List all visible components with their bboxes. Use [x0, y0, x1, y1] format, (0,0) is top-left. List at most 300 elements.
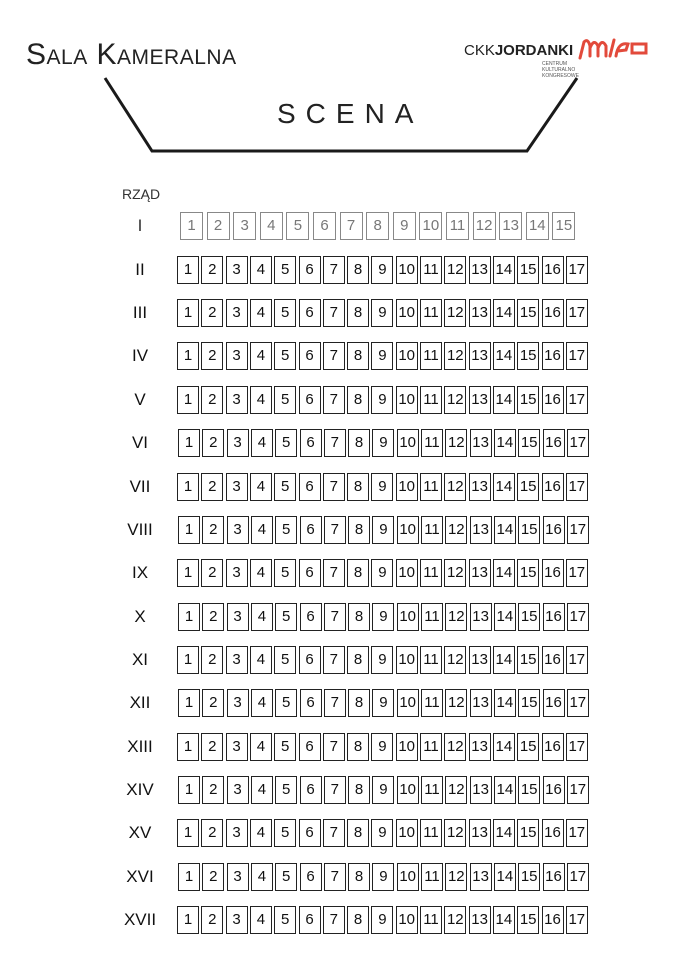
seat[interactable]: 11	[420, 299, 442, 327]
seat[interactable]: 2	[202, 603, 224, 631]
seat[interactable]: 11	[421, 516, 443, 544]
seat[interactable]: 12	[444, 386, 466, 414]
seat[interactable]: 14	[494, 776, 516, 804]
seat[interactable]: 14	[493, 473, 515, 501]
seat[interactable]: 14	[493, 342, 515, 370]
seat[interactable]: 1	[178, 689, 200, 717]
seat[interactable]: 14	[493, 733, 515, 761]
seat[interactable]: 16	[543, 516, 565, 544]
seat[interactable]: 9	[371, 559, 393, 587]
seat[interactable]: 17	[567, 516, 589, 544]
seat[interactable]: 16	[542, 646, 564, 674]
seat[interactable]: 15	[517, 473, 539, 501]
seat[interactable]: 1	[177, 256, 199, 284]
seat[interactable]: 9	[372, 516, 394, 544]
seat[interactable]: 13	[470, 516, 492, 544]
seat[interactable]: 2	[201, 733, 223, 761]
logo-name: JORDANKI	[494, 42, 574, 59]
seat[interactable]: 11	[420, 906, 442, 934]
seat[interactable]: 15	[517, 646, 539, 674]
seat[interactable]: 8	[347, 733, 369, 761]
seat[interactable]: 5	[274, 299, 296, 327]
seat[interactable]: 13	[469, 473, 491, 501]
seat[interactable]: 15	[518, 776, 540, 804]
seat[interactable]: 1	[177, 386, 199, 414]
seat[interactable]: 6	[300, 689, 322, 717]
seat[interactable]: 2	[201, 342, 223, 370]
row-label: XIV	[126, 780, 154, 799]
seat[interactable]: 7	[324, 429, 346, 457]
logo-subtitle-line: CENTRUM	[542, 61, 567, 67]
seat[interactable]: 12	[445, 689, 467, 717]
seat[interactable]: 5	[275, 603, 297, 631]
seat[interactable]: 12	[445, 603, 467, 631]
seat[interactable]: 3	[227, 863, 249, 891]
seat[interactable]: 4	[250, 386, 272, 414]
logo-prefix: CKK	[464, 42, 495, 59]
seat[interactable]: 6	[299, 342, 321, 370]
seat[interactable]: 4	[250, 299, 272, 327]
seat[interactable]: 7	[340, 212, 363, 240]
seat[interactable]: 10	[396, 646, 418, 674]
seat[interactable]: 12	[444, 733, 466, 761]
seat[interactable]: 13	[470, 863, 492, 891]
seat[interactable]: 1	[178, 776, 200, 804]
seat[interactable]: 11	[421, 429, 443, 457]
seat[interactable]: 17	[567, 429, 589, 457]
seat[interactable]: 3	[227, 429, 249, 457]
seat[interactable]: 7	[324, 776, 346, 804]
seat[interactable]: 13	[469, 906, 491, 934]
seat[interactable]: 7	[323, 386, 345, 414]
seat[interactable]: 6	[299, 299, 321, 327]
seat[interactable]: 10	[397, 689, 419, 717]
seat[interactable]: 1	[178, 429, 200, 457]
seat[interactable]: 16	[542, 819, 564, 847]
seat[interactable]: 9	[393, 212, 416, 240]
seat[interactable]: 6	[299, 819, 321, 847]
seat[interactable]: 8	[348, 429, 370, 457]
seat[interactable]: 11	[420, 473, 442, 501]
seat[interactable]: 6	[299, 646, 321, 674]
seat[interactable]: 7	[323, 646, 345, 674]
seat[interactable]: 4	[250, 733, 272, 761]
row-label: IV	[131, 346, 149, 365]
seat[interactable]: 3	[226, 386, 248, 414]
seat[interactable]: 7	[323, 906, 345, 934]
seat[interactable]: 4	[251, 429, 273, 457]
seat[interactable]: 17	[566, 559, 588, 587]
seat[interactable]: 5	[275, 689, 297, 717]
seat[interactable]: 17	[566, 256, 588, 284]
seat[interactable]: 1	[177, 819, 199, 847]
seat[interactable]: 17	[567, 776, 589, 804]
row-label: II	[135, 260, 145, 279]
hall-title: Sala Kameralna	[26, 38, 237, 71]
seat[interactable]: 17	[566, 819, 588, 847]
seat[interactable]: 14	[493, 559, 515, 587]
seat[interactable]: 5	[274, 386, 296, 414]
seat[interactable]: 8	[347, 559, 369, 587]
seat[interactable]: 14	[493, 646, 515, 674]
seat[interactable]: 15	[518, 689, 540, 717]
seat[interactable]: 7	[323, 473, 345, 501]
seat[interactable]: 9	[371, 386, 393, 414]
seat[interactable]: 15	[552, 212, 575, 240]
seat[interactable]: 5	[286, 212, 309, 240]
seat[interactable]: 13	[469, 646, 491, 674]
seat[interactable]: 8	[347, 646, 369, 674]
seat[interactable]: 12	[473, 212, 496, 240]
seat[interactable]: 8	[347, 342, 369, 370]
seat[interactable]: 10	[396, 342, 418, 370]
seat[interactable]: 17	[566, 473, 588, 501]
seat[interactable]: 14	[494, 429, 516, 457]
seat[interactable]: 10	[396, 906, 418, 934]
seat[interactable]: 15	[517, 559, 539, 587]
seat[interactable]: 9	[371, 646, 393, 674]
seat[interactable]: 3	[226, 473, 248, 501]
seat[interactable]: 15	[518, 603, 540, 631]
row-column-header: RZĄD	[122, 186, 161, 202]
seat[interactable]: 13	[469, 386, 491, 414]
seat[interactable]: 1	[180, 212, 203, 240]
seat[interactable]: 14	[494, 689, 516, 717]
seat[interactable]: 15	[517, 733, 539, 761]
seat[interactable]: 10	[396, 819, 418, 847]
seat[interactable]: 9	[372, 429, 394, 457]
seat[interactable]: 1	[177, 906, 199, 934]
seat[interactable]: 2	[202, 516, 224, 544]
seat[interactable]: 9	[371, 733, 393, 761]
seat[interactable]: 13	[499, 212, 522, 240]
seat[interactable]: 4	[250, 256, 272, 284]
seat[interactable]: 11	[420, 559, 442, 587]
seat[interactable]: 8	[348, 516, 370, 544]
seat[interactable]: 13	[469, 256, 491, 284]
seat[interactable]: 11	[420, 819, 442, 847]
seat[interactable]: 4	[260, 212, 283, 240]
seat[interactable]: 6	[299, 386, 321, 414]
seat[interactable]: 10	[397, 516, 419, 544]
seat[interactable]: 17	[566, 299, 588, 327]
seat[interactable]: 7	[323, 819, 345, 847]
seat[interactable]: 6	[300, 429, 322, 457]
seat[interactable]: 1	[177, 646, 199, 674]
seat[interactable]: 12	[444, 819, 466, 847]
seat[interactable]: 12	[444, 342, 466, 370]
seat[interactable]: 1	[177, 299, 199, 327]
seat[interactable]: 5	[274, 342, 296, 370]
seat[interactable]: 10	[397, 863, 419, 891]
seat[interactable]: 12	[444, 906, 466, 934]
seat[interactable]: 5	[275, 776, 297, 804]
seat[interactable]: 2	[202, 863, 224, 891]
seat[interactable]: 5	[274, 646, 296, 674]
seat[interactable]: 12	[444, 299, 466, 327]
seat[interactable]: 6	[300, 603, 322, 631]
seat[interactable]: 8	[348, 603, 370, 631]
row-label: VI	[131, 433, 149, 452]
seat[interactable]: 13	[469, 559, 491, 587]
seat[interactable]: 2	[207, 212, 230, 240]
seat[interactable]: 2	[201, 906, 223, 934]
seat[interactable]: 9	[371, 906, 393, 934]
row-label: VII	[129, 477, 151, 496]
seat[interactable]: 15	[517, 819, 539, 847]
seat[interactable]: 7	[324, 603, 346, 631]
seat[interactable]: 3	[226, 733, 248, 761]
seat[interactable]: 16	[543, 776, 565, 804]
seat[interactable]: 16	[543, 603, 565, 631]
seat[interactable]: 12	[445, 776, 467, 804]
seat[interactable]: 1	[178, 603, 200, 631]
seat[interactable]: 9	[372, 603, 394, 631]
seat[interactable]: 3	[226, 342, 248, 370]
seat[interactable]: 5	[274, 256, 296, 284]
seat[interactable]: 11	[446, 212, 469, 240]
seat[interactable]: 16	[542, 386, 564, 414]
seat[interactable]: 14	[494, 516, 516, 544]
seat[interactable]: 8	[347, 386, 369, 414]
seat[interactable]: 10	[396, 256, 418, 284]
seat[interactable]: 5	[274, 733, 296, 761]
seat[interactable]: 13	[469, 342, 491, 370]
seat[interactable]: 10	[397, 776, 419, 804]
seat[interactable]: 13	[470, 429, 492, 457]
seat[interactable]: 9	[371, 299, 393, 327]
seat[interactable]: 4	[250, 906, 272, 934]
seat[interactable]: 10	[397, 429, 419, 457]
seat[interactable]: 4	[250, 342, 272, 370]
seat[interactable]: 8	[347, 299, 369, 327]
seat[interactable]: 3	[226, 819, 248, 847]
seat[interactable]: 1	[178, 863, 200, 891]
seat[interactable]: 9	[371, 256, 393, 284]
seat[interactable]: 4	[250, 646, 272, 674]
seat[interactable]: 9	[372, 689, 394, 717]
seat[interactable]: 3	[227, 603, 249, 631]
seat[interactable]: 15	[518, 429, 540, 457]
seat[interactable]: 8	[348, 863, 370, 891]
seat[interactable]: 14	[526, 212, 549, 240]
seat[interactable]: 7	[324, 689, 346, 717]
seat[interactable]: 7	[323, 299, 345, 327]
seat[interactable]: 8	[347, 256, 369, 284]
seat[interactable]: 13	[469, 733, 491, 761]
seat[interactable]: 7	[323, 559, 345, 587]
seat[interactable]: 2	[202, 689, 224, 717]
seat[interactable]: 11	[420, 646, 442, 674]
seat[interactable]: 17	[567, 689, 589, 717]
seat[interactable]: 7	[323, 733, 345, 761]
seat[interactable]: 6	[300, 516, 322, 544]
seat[interactable]: 8	[348, 776, 370, 804]
seat[interactable]: 10	[419, 212, 442, 240]
seat[interactable]: 17	[566, 906, 588, 934]
seat[interactable]: 12	[444, 256, 466, 284]
seat[interactable]: 12	[444, 473, 466, 501]
seat[interactable]: 17	[567, 603, 589, 631]
seat[interactable]: 5	[274, 473, 296, 501]
seat[interactable]: 13	[469, 819, 491, 847]
seat[interactable]: 11	[420, 386, 442, 414]
seat[interactable]: 3	[227, 776, 249, 804]
seat[interactable]: 8	[347, 819, 369, 847]
seat[interactable]: 15	[517, 256, 539, 284]
seat[interactable]: 6	[299, 906, 321, 934]
seat[interactable]: 16	[542, 299, 564, 327]
seat[interactable]: 6	[299, 256, 321, 284]
row-label: XV	[128, 823, 152, 842]
seat[interactable]: 5	[275, 863, 297, 891]
seat[interactable]: 11	[420, 342, 442, 370]
seat[interactable]: 8	[348, 689, 370, 717]
seat[interactable]: 17	[567, 863, 589, 891]
seat[interactable]: 6	[300, 863, 322, 891]
seat[interactable]: 11	[421, 603, 443, 631]
seat[interactable]: 4	[250, 473, 272, 501]
seat[interactable]: 17	[566, 646, 588, 674]
seat[interactable]: 1	[177, 559, 199, 587]
seat[interactable]: 9	[371, 819, 393, 847]
seat[interactable]: 16	[543, 689, 565, 717]
seat[interactable]: 9	[371, 473, 393, 501]
seat[interactable]: 14	[493, 906, 515, 934]
seat[interactable]: 12	[445, 516, 467, 544]
seat[interactable]: 10	[396, 559, 418, 587]
seat[interactable]: 8	[347, 473, 369, 501]
seat[interactable]: 16	[542, 473, 564, 501]
row-label: XII	[129, 693, 151, 712]
seat[interactable]: 13	[469, 299, 491, 327]
seat[interactable]: 16	[542, 559, 564, 587]
seat[interactable]: 13	[470, 776, 492, 804]
seat[interactable]: 10	[396, 299, 418, 327]
seat[interactable]: 4	[251, 776, 273, 804]
seat[interactable]: 1	[178, 516, 200, 544]
seat[interactable]: 15	[517, 386, 539, 414]
seat[interactable]: 13	[470, 603, 492, 631]
seat[interactable]: 10	[396, 386, 418, 414]
seat[interactable]: 2	[201, 473, 223, 501]
seat[interactable]: 2	[202, 429, 224, 457]
seat[interactable]: 1	[177, 342, 199, 370]
seat[interactable]: 5	[274, 906, 296, 934]
seat[interactable]: 16	[542, 256, 564, 284]
seat[interactable]: 17	[566, 342, 588, 370]
seat[interactable]: 10	[396, 473, 418, 501]
seat[interactable]: 5	[274, 559, 296, 587]
seat[interactable]: 16	[543, 429, 565, 457]
seat[interactable]: 15	[518, 863, 540, 891]
seat[interactable]: 2	[202, 776, 224, 804]
seat[interactable]: 16	[542, 733, 564, 761]
seat[interactable]: 2	[201, 386, 223, 414]
seat[interactable]: 12	[445, 863, 467, 891]
seat[interactable]: 7	[323, 256, 345, 284]
seat[interactable]: 3	[227, 516, 249, 544]
seat[interactable]: 9	[372, 776, 394, 804]
seat[interactable]: 3	[227, 689, 249, 717]
seat[interactable]: 3	[226, 299, 248, 327]
seat[interactable]: 11	[421, 689, 443, 717]
seat[interactable]: 9	[372, 863, 394, 891]
seat[interactable]: 6	[300, 776, 322, 804]
seat[interactable]: 1	[177, 733, 199, 761]
seat[interactable]: 12	[444, 646, 466, 674]
seat[interactable]: 12	[444, 559, 466, 587]
seat[interactable]: 3	[226, 559, 248, 587]
seat[interactable]: 2	[201, 256, 223, 284]
seat[interactable]: 13	[470, 689, 492, 717]
seat[interactable]: 2	[201, 559, 223, 587]
seat[interactable]: 4	[251, 516, 273, 544]
seat[interactable]: 8	[366, 212, 389, 240]
seat[interactable]: 3	[226, 906, 248, 934]
seat[interactable]: 1	[177, 473, 199, 501]
seat[interactable]: 2	[201, 819, 223, 847]
seat[interactable]: 14	[493, 819, 515, 847]
seat[interactable]: 14	[493, 256, 515, 284]
seat[interactable]: 11	[420, 256, 442, 284]
seat[interactable]: 6	[313, 212, 336, 240]
seat[interactable]: 4	[251, 603, 273, 631]
seat[interactable]: 16	[543, 863, 565, 891]
seat[interactable]: 5	[274, 819, 296, 847]
seat[interactable]: 4	[250, 559, 272, 587]
seat[interactable]: 7	[323, 342, 345, 370]
seat[interactable]: 7	[324, 863, 346, 891]
seat[interactable]: 5	[275, 429, 297, 457]
seat[interactable]: 8	[347, 906, 369, 934]
seat[interactable]: 3	[226, 646, 248, 674]
seat[interactable]: 17	[566, 733, 588, 761]
seat[interactable]: 6	[299, 473, 321, 501]
seat[interactable]: 3	[233, 212, 256, 240]
seat[interactable]: 5	[275, 516, 297, 544]
seat[interactable]: 14	[494, 863, 516, 891]
seat[interactable]: 14	[493, 299, 515, 327]
seat[interactable]: 3	[226, 256, 248, 284]
seat[interactable]: 11	[421, 776, 443, 804]
seat[interactable]: 4	[250, 819, 272, 847]
seat[interactable]: 11	[420, 733, 442, 761]
seat[interactable]: 15	[517, 299, 539, 327]
seat[interactable]: 2	[201, 646, 223, 674]
seat[interactable]: 12	[445, 429, 467, 457]
seat[interactable]: 2	[201, 299, 223, 327]
seat[interactable]: 17	[566, 386, 588, 414]
seat[interactable]: 10	[396, 733, 418, 761]
seat[interactable]: 14	[494, 603, 516, 631]
seat[interactable]: 16	[542, 906, 564, 934]
seat[interactable]: 11	[421, 863, 443, 891]
seat[interactable]: 4	[251, 863, 273, 891]
seat[interactable]: 16	[542, 342, 564, 370]
seat[interactable]: 4	[251, 689, 273, 717]
seat[interactable]: 15	[517, 342, 539, 370]
seat[interactable]: 10	[397, 603, 419, 631]
seat[interactable]: 6	[299, 559, 321, 587]
seat[interactable]: 6	[299, 733, 321, 761]
seat[interactable]: 15	[518, 516, 540, 544]
seat[interactable]: 14	[493, 386, 515, 414]
seat[interactable]: 7	[324, 516, 346, 544]
seat[interactable]: 9	[371, 342, 393, 370]
logo-subtitle-line: KONGRESOWE	[542, 73, 579, 79]
seat[interactable]: 15	[517, 906, 539, 934]
